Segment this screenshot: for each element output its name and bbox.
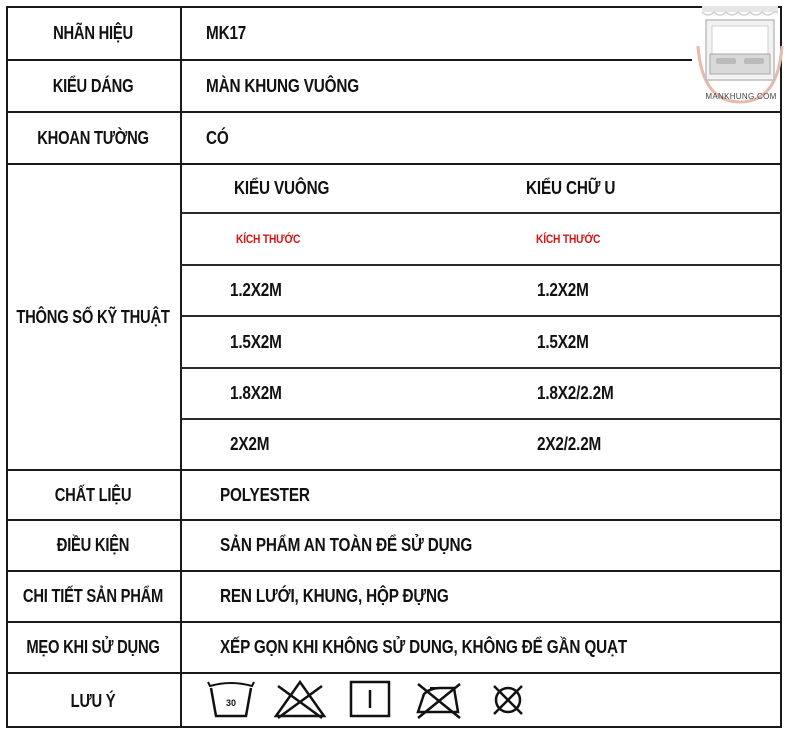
- size-u-shape-3: 1.8X2/2.2M: [537, 383, 614, 403]
- wash-temp-text: 30: [225, 698, 237, 708]
- condition-label: ĐIỀU KIỆN: [56, 535, 130, 555]
- drilling-value: CÓ: [206, 127, 229, 148]
- material-label: CHẤT LIỆU: [54, 484, 132, 505]
- size-u-shape-1: 1.2X2M: [537, 280, 589, 300]
- col-header-square: KIỂU VUÔNG: [234, 178, 330, 198]
- drilling-label: KHOAN TƯỜNG: [37, 127, 149, 148]
- tips-value: XẾP GỌN KHI KHÔNG SỬ DUNG, KHÔNG ĐỂ GẦN QUẠT: [220, 637, 628, 657]
- details-value: REN LƯỚI, KHUNG, HỘP ĐỰNG: [220, 586, 449, 606]
- col-header-u-shape: KIỂU CHỮ U: [526, 178, 616, 198]
- spec-subrow-divider: [181, 418, 782, 420]
- tumble-dry-icon: [348, 676, 392, 720]
- style-value: MÀN KHUNG VUÔNG: [206, 75, 359, 96]
- size-square-4: 2X2M: [230, 434, 270, 454]
- condition-value: SẢN PHẨM AN TOÀN ĐỂ SỬ DỤNG: [220, 535, 473, 555]
- size-label-square: KÍCH THƯỚC: [236, 232, 301, 246]
- size-u-shape-2: 1.5X2M: [537, 331, 589, 352]
- logo-text: MANKHUNG.COM: [705, 92, 777, 101]
- size-square-1: 1.2X2M: [230, 280, 282, 300]
- brand-value: MK17: [206, 23, 247, 43]
- size-u-shape-4: 2X2/2.2M: [537, 434, 602, 454]
- details-label: CHI TIẾT SẢN PHẨM: [22, 586, 164, 606]
- no-iron-icon: [410, 676, 466, 720]
- brand-label: NHÃN HIỆU: [53, 23, 133, 43]
- tips-label: MẸO KHI SỬ DỤNG: [26, 637, 160, 657]
- specs-label: THÔNG SỐ KỸ THUẬT: [16, 306, 170, 327]
- size-label-u-shape: KÍCH THƯỚC: [536, 232, 601, 246]
- wash-30-icon: [206, 676, 256, 720]
- mankhung-logo: [692, 2, 788, 106]
- no-dry-clean-icon: [486, 676, 530, 720]
- material-value: POLYESTER: [220, 484, 310, 505]
- no-bleach-icon: [272, 676, 328, 720]
- note-label: LƯU Ý: [70, 690, 116, 711]
- size-square-2: 1.5X2M: [230, 331, 282, 352]
- style-label: KIỂU DÁNG: [52, 75, 134, 96]
- size-square-3: 1.8X2M: [230, 383, 282, 403]
